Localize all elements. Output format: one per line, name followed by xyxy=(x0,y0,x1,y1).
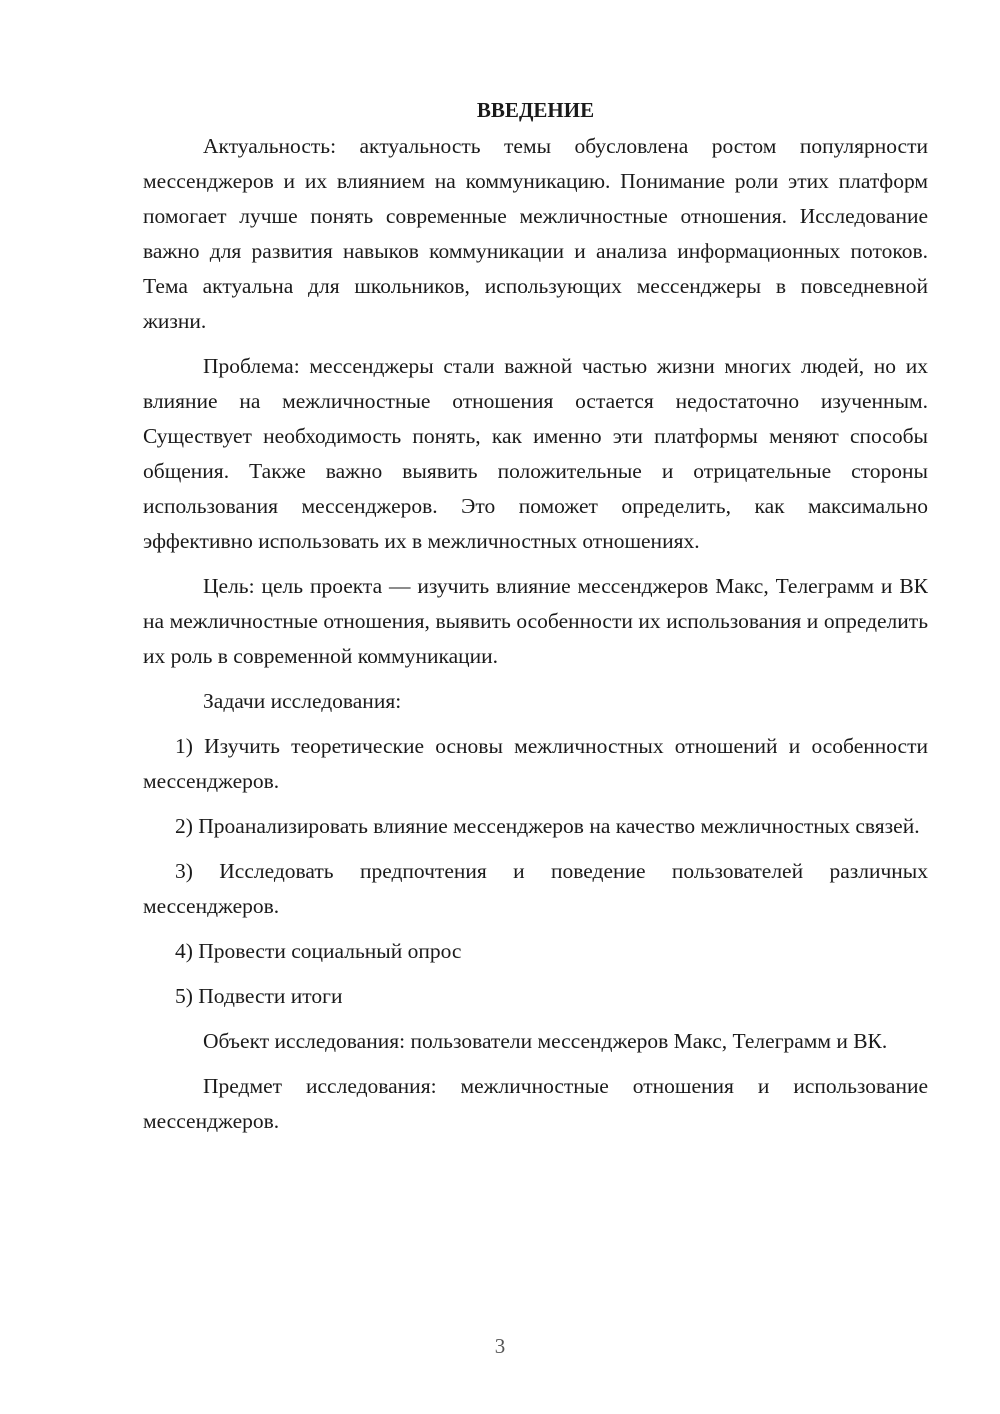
relevance-paragraph: Актуальность: актуальность темы обусловлена ростом популярности мессенджеров и их влиянием на коммуникацию. Понимание роли этих платформ помогает лучше понять современные межличностные отношения. Исследование важно для развития навыков коммуникации и анализа информационных потоков. Тема актуальна для школьников, использующих мессенджеры в повседневной жизни. xyxy=(143,134,928,333)
task-item-5: 5) Подвести итоги xyxy=(175,984,343,1008)
section-title: ВВЕДЕНИЕ xyxy=(476,98,595,122)
subject-paragraph: Предмет исследования: межличностные отношения и использование мессенджеров. xyxy=(143,1074,928,1133)
object-paragraph: Объект исследования: пользователи мессенджеров Макс, Телеграмм и ВК. xyxy=(203,1029,888,1053)
task-item-4: 4) Провести социальный опрос xyxy=(175,939,462,963)
task-item-3: 3) Исследовать предпочтения и поведение пользователей различных мессенджеров. xyxy=(143,859,928,918)
tasks-heading: Задачи исследования: xyxy=(203,689,402,713)
task-item-1: 1) Изучить теоретические основы межличностных отношений и особенности мессенджеров. xyxy=(143,734,928,793)
goal-paragraph: Цель: цель проекта — изучить влияние мессенджеров Макс, Телеграмм и ВК на межличностные отношения, выявить особенности их использования и определить их роль в современной коммуникации. xyxy=(143,574,928,668)
task-item-2: 2) Проанализировать влияние мессенджеров на качество межличностных связей. xyxy=(175,814,920,838)
problem-paragraph: Проблема: мессенджеры стали важной частью жизни многих людей, но их влияние на межличностные отношения остается недостаточно изученным. Существует необходимость понять, как именно эти платформы меняют способы общения. Также важно выявить положительные и отрицательные стороны использования мессенджеров. Это поможет определить, как максимально эффективно использовать их в межличностных отношениях. xyxy=(143,354,928,553)
page-number: 3 xyxy=(494,1334,506,1358)
document-page xyxy=(143,95,928,1139)
